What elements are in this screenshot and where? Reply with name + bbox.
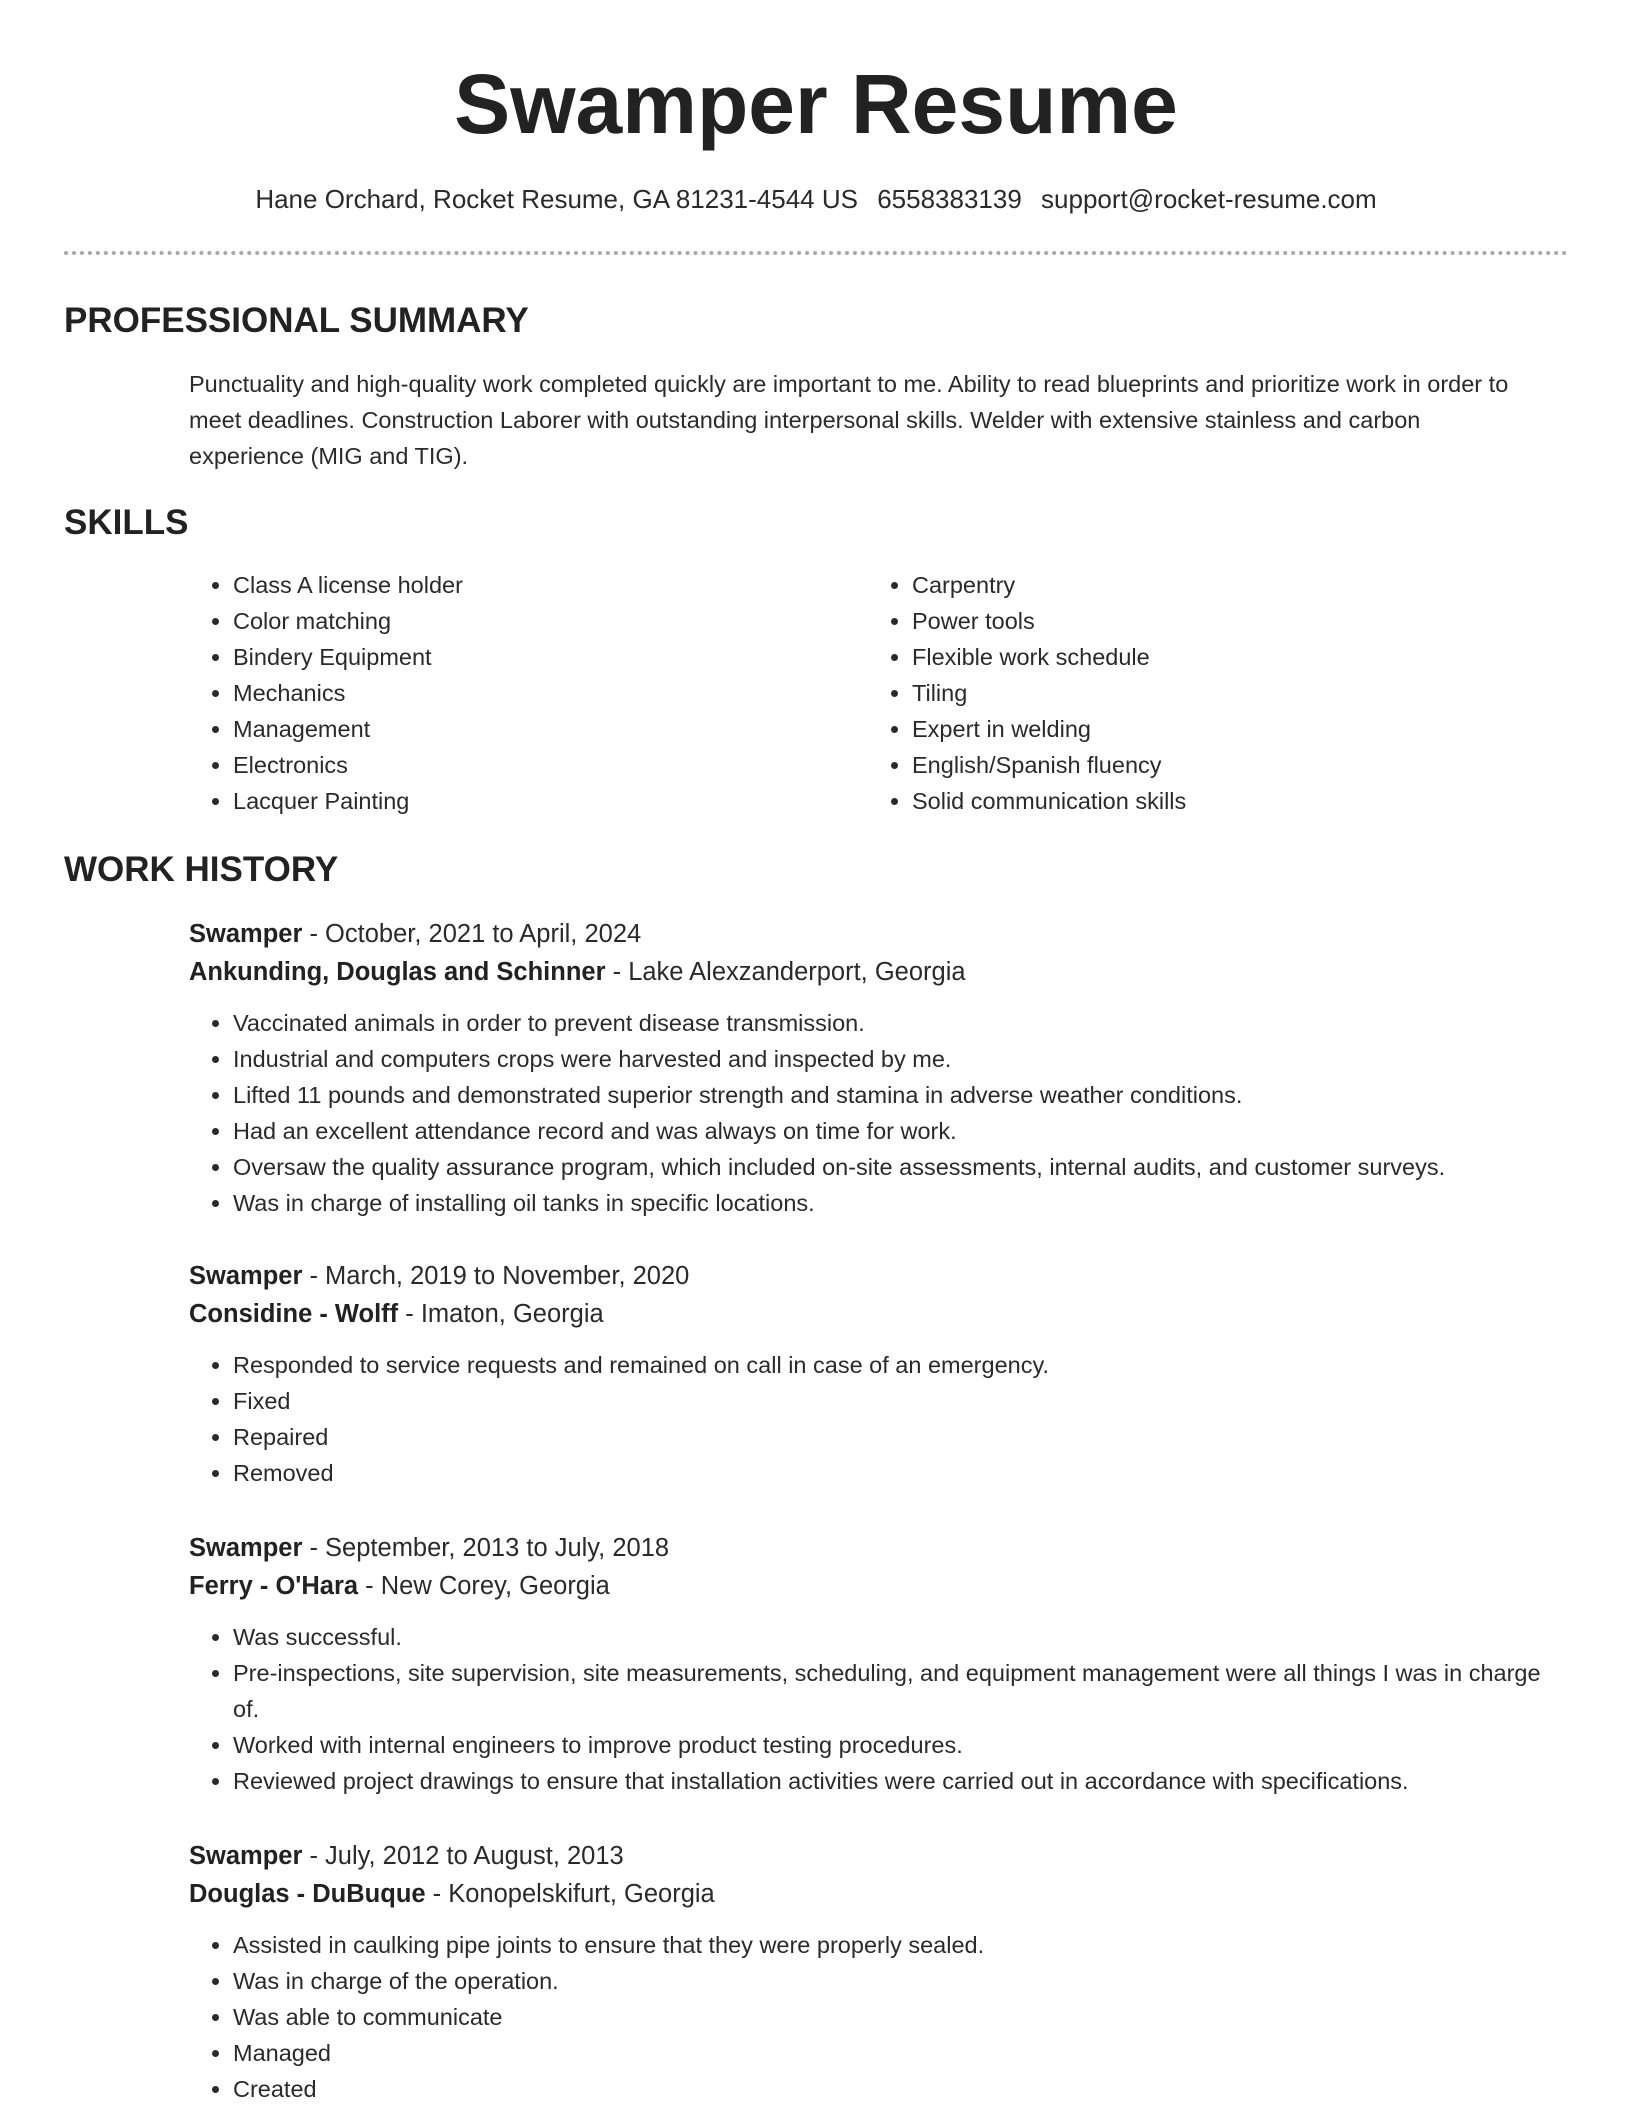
resume-title: Swamper Resume (454, 57, 1178, 151)
list-item: • Was in charge of installing oil tanks in specific locations. (233, 1185, 1549, 1221)
job-location: - Konopelskifurt, Georgia (425, 1880, 715, 1908)
job-company-line (189, 1567, 1549, 1605)
job-entry (189, 1257, 1549, 1491)
job-company: Considine - Wolff (189, 1300, 399, 1328)
job-dates: - September, 2013 to July, 2018 (302, 1534, 670, 1562)
list-item: • Was in charge of the operation. (233, 1963, 1549, 1999)
job-location: - Lake Alexzanderport, Georgia (605, 958, 966, 986)
list-item: • Flexible work schedule (912, 639, 1532, 675)
job-company-line (189, 953, 1549, 991)
header-divider (64, 251, 1568, 255)
list-item: • Created (233, 2071, 1549, 2107)
contact-address: Hane Orchard, Rocket Resume, GA 81231-4544 US (255, 184, 858, 214)
list-item: • Responded to service requests and remained on call in case of an emergency. (233, 1347, 1549, 1383)
job-company: Ferry - O'Hara (189, 1572, 359, 1600)
list-item: • Repaired (233, 1419, 1549, 1455)
list-item: • Vaccinated animals in order to prevent disease transmission. (233, 1005, 1549, 1041)
job-location: - Imaton, Georgia (398, 1300, 604, 1328)
list-item: • Expert in welding (912, 711, 1532, 747)
job-location: - New Corey, Georgia (358, 1572, 610, 1600)
section-title-work: WORK HISTORY (64, 850, 339, 889)
contact-email: support@rocket-resume.com (1041, 184, 1377, 214)
job-entry (189, 915, 1549, 1221)
job-role-line (189, 1257, 1549, 1295)
skills-list-left (189, 567, 853, 819)
job-entry (189, 1837, 1549, 2107)
job-bullets (189, 1619, 1549, 1799)
list-item: • Solid communication skills (912, 783, 1532, 819)
list-item: • Oversaw the quality assurance program, which included on-site assessments, internal audits, and customer surveys. (233, 1149, 1549, 1185)
section-title-skills: SKILLS (64, 503, 189, 542)
list-item: • Carpentry (912, 567, 1532, 603)
job-role: Swamper (189, 1534, 303, 1562)
list-item: • Class A license holder (233, 567, 853, 603)
list-item: • Removed (233, 1455, 1549, 1491)
job-company: Douglas - DuBuque (189, 1880, 426, 1908)
list-item: • Reviewed project drawings to ensure that installation activities were carried out in accordance with specifications. (233, 1763, 1549, 1799)
summary-text: Punctuality and high-quality work completed quickly are important to me. Ability to read blueprints and prioritize work in order to meet deadlines. Construction Laborer with outstanding interpersonal skills. Welder with extensive stainless and carbon experience (MIG and TIG). (189, 371, 1509, 469)
list-item: • Mechanics (233, 675, 853, 711)
list-item: • Assisted in caulking pipe joints to ensure that they were properly sealed. (233, 1927, 1549, 1963)
list-item: • Pre-inspections, site supervision, site measurements, scheduling, and equipment management were all things I was in charge of. (233, 1655, 1549, 1727)
job-bullets (189, 1005, 1549, 1221)
list-item: • Fixed (233, 1383, 1549, 1419)
list-item: • Managed (233, 2035, 1549, 2071)
job-bullets (189, 1927, 1549, 2107)
section-title-summary: PROFESSIONAL SUMMARY (64, 301, 529, 340)
job-company-line (189, 1875, 1549, 1913)
list-item: • English/Spanish fluency (912, 747, 1532, 783)
list-item: • Power tools (912, 603, 1532, 639)
contact-line (0, 181, 1632, 217)
job-role: Swamper (189, 1842, 303, 1870)
list-item: • Was successful. (233, 1619, 1549, 1655)
job-company: Ankunding, Douglas and Schinner (189, 958, 606, 986)
job-dates: - October, 2021 to April, 2024 (302, 920, 642, 948)
job-role: Swamper (189, 1262, 303, 1290)
list-item: • Was able to communicate (233, 1999, 1549, 2035)
contact-phone: 6558383139 (877, 184, 1022, 214)
list-item: • Lifted 11 pounds and demonstrated superior strength and stamina in adverse weather conditions. (233, 1077, 1549, 1113)
list-item: • Electronics (233, 747, 853, 783)
list-item: • Management (233, 711, 853, 747)
skills-list-right (868, 567, 1532, 819)
job-dates: - March, 2019 to November, 2020 (302, 1262, 690, 1290)
job-entry (189, 1529, 1549, 1799)
job-role-line (189, 1529, 1549, 1567)
job-company-line (189, 1295, 1549, 1333)
list-item: • Bindery Equipment (233, 639, 853, 675)
job-bullets (189, 1347, 1549, 1491)
job-role: Swamper (189, 920, 303, 948)
list-item: • Lacquer Painting (233, 783, 853, 819)
job-role-line (189, 1837, 1549, 1875)
job-dates: - July, 2012 to August, 2013 (302, 1842, 624, 1870)
list-item: • Tiling (912, 675, 1532, 711)
list-item: • Had an excellent attendance record and was always on time for work. (233, 1113, 1549, 1149)
list-item: • Industrial and computers crops were harvested and inspected by me. (233, 1041, 1549, 1077)
list-item: • Worked with internal engineers to improve product testing procedures. (233, 1727, 1549, 1763)
job-role-line (189, 915, 1549, 953)
list-item: • Color matching (233, 603, 853, 639)
